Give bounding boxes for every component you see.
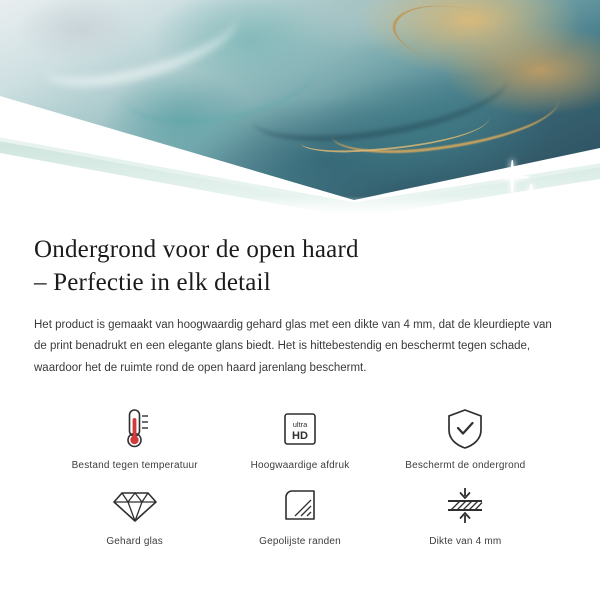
feature-item	[217, 481, 382, 547]
feature-label: Gehard glas	[106, 535, 163, 547]
feature-item	[52, 405, 217, 471]
ultra-hd-icon	[278, 405, 322, 453]
feature-label: Dikte van 4 mm	[429, 535, 502, 547]
content-block	[0, 218, 600, 547]
feature-item	[52, 481, 217, 547]
hero-image	[0, 0, 600, 218]
page-title	[34, 234, 566, 299]
headline-line-2: – Perfectie in elk detail	[34, 268, 271, 296]
svg-text:HD: HD	[292, 429, 308, 442]
feature-item	[383, 481, 548, 547]
feature-label: Gepolijste randen	[259, 535, 341, 547]
hero-fade	[0, 196, 600, 218]
shield-check-icon	[444, 405, 486, 453]
headline-line-1: Ondergrond voor de open haard	[34, 236, 359, 263]
diamond-icon	[112, 481, 158, 529]
feature-item	[383, 405, 548, 471]
polished-edges-icon	[278, 481, 322, 529]
feature-item	[217, 405, 382, 471]
marble-glass-artwork	[0, 0, 600, 218]
feature-label: Beschermt de ondergrond	[405, 459, 526, 471]
thickness-4mm-icon	[441, 481, 489, 529]
feature-grid	[34, 405, 566, 547]
product-description: Het product is gemaakt van hoogwaardig gehard glas met een dikte van 4 mm, dat de kleurdiepte van de print benadrukt en een elegante glans biedt. Het is hittebestendig en beschermt tegen schade, waardoor het de ruimte rond de open haard jarenlang beschermt.	[34, 319, 552, 374]
thermometer-icon	[114, 405, 156, 453]
svg-text:ultra: ultra	[292, 419, 308, 429]
feature-label: Bestand tegen temperatuur	[71, 459, 198, 471]
feature-label: Hoogwaardige afdruk	[250, 459, 350, 471]
